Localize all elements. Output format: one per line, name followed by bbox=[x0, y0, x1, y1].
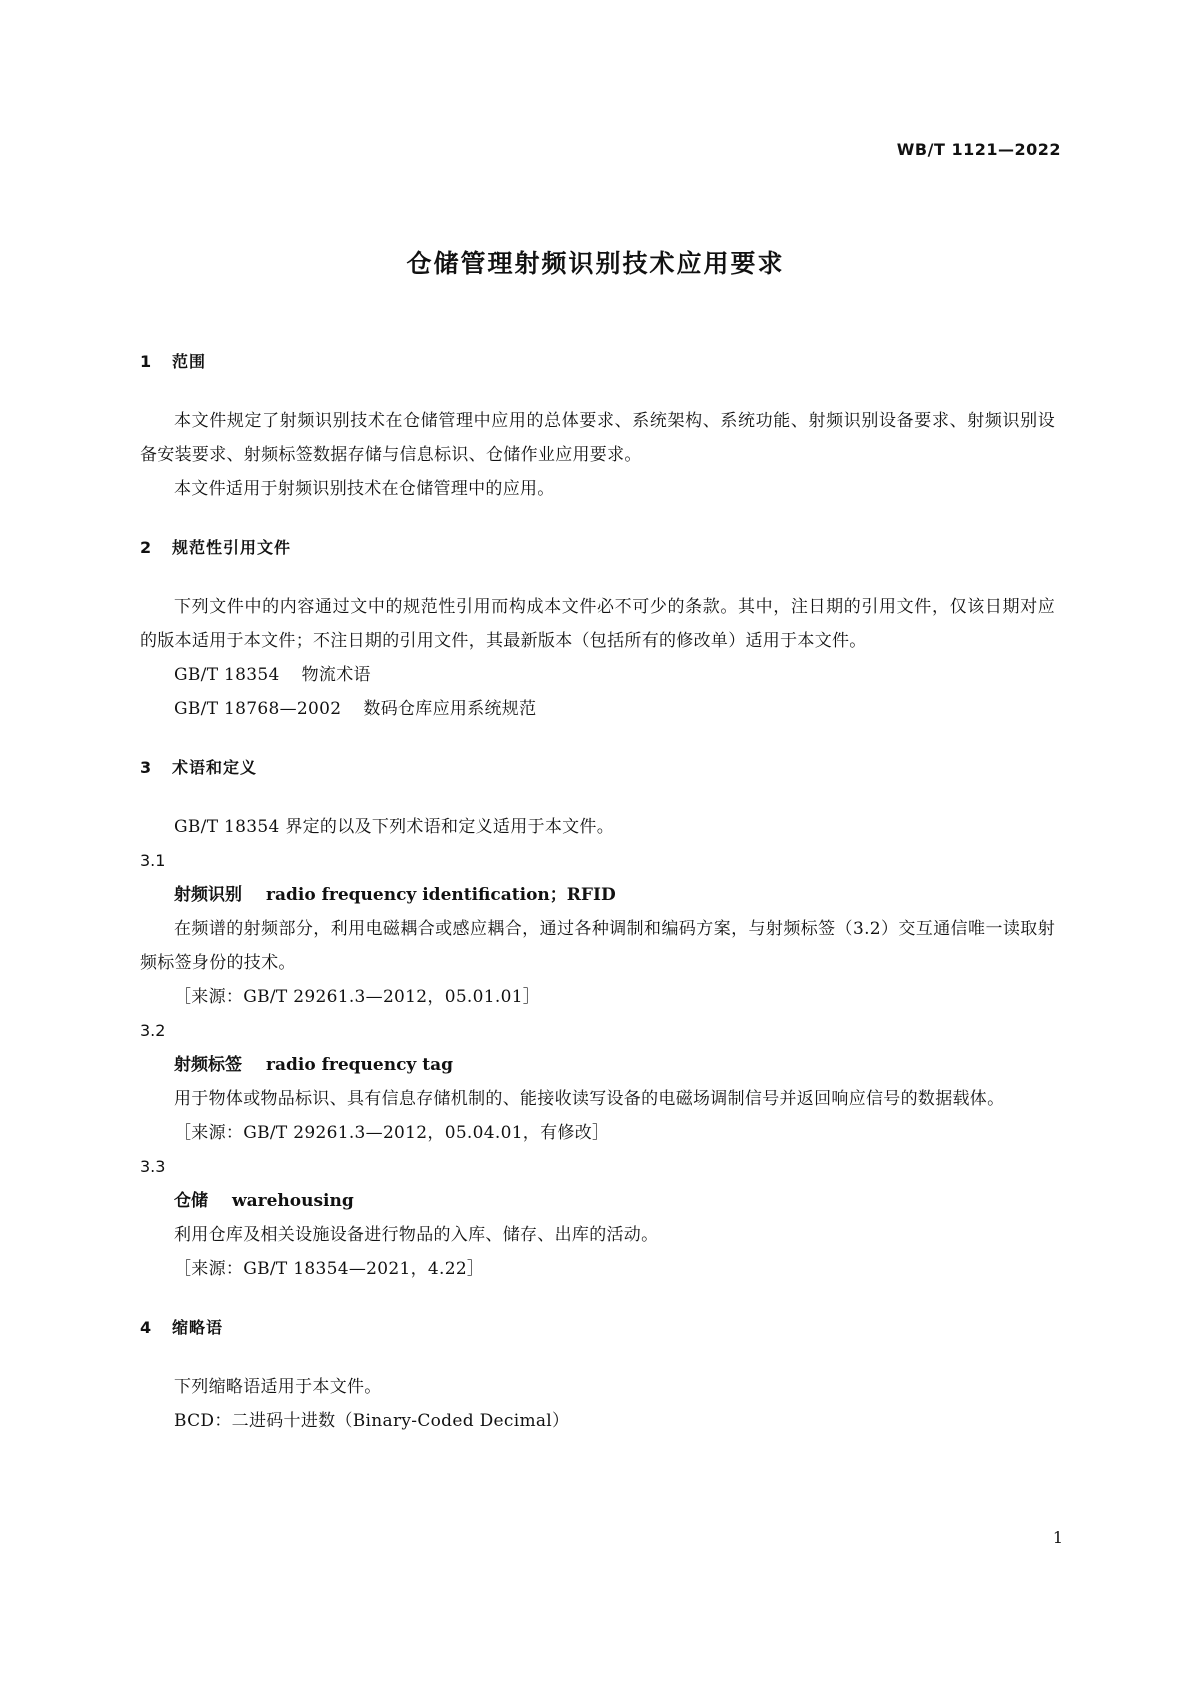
reference-name: 物流术语 bbox=[301, 665, 371, 685]
abbreviation-item: BCD：二进码十进数（Binary-Coded Decimal） bbox=[174, 1411, 570, 1431]
reference-item bbox=[140, 658, 1055, 692]
reference-code: GB/T 18354 bbox=[174, 665, 280, 685]
section-heading-3 bbox=[140, 756, 1055, 780]
section-number: 1 bbox=[140, 352, 153, 371]
paragraph: 下列文件中的内容通过文中的规范性引用而构成本文件必不可少的条款。其中，注日期的引用文件，仅该日期对应的版本适用于本文件；不注日期的引用文件，其最新版本（包括所有的修改单）适用于本文件。 bbox=[140, 597, 1055, 651]
section-heading-4 bbox=[140, 1316, 1055, 1340]
term-name-zh: 射频识别 bbox=[174, 885, 242, 905]
document-body bbox=[140, 350, 1055, 1438]
paragraph: 下列缩略语适用于本文件。 bbox=[174, 1377, 382, 1397]
section-heading-1 bbox=[140, 350, 1055, 374]
term-name bbox=[140, 1048, 1055, 1082]
term-definition: 在频谱的射频部分，利用电磁耦合或感应耦合，通过各种调制和编码方案，与射频标签（3.2）交互通信唯一读取射频标签身份的技术。 bbox=[140, 919, 1055, 973]
term-source: ［来源：GB/T 29261.3—2012，05.04.01，有修改］ bbox=[174, 1123, 610, 1143]
section-heading-2 bbox=[140, 536, 1055, 560]
document-title: 仓储管理射频识别技术应用要求 bbox=[406, 249, 785, 278]
term-number: 3.1 bbox=[140, 851, 166, 870]
section-title: 术语和定义 bbox=[172, 758, 258, 777]
standard-code: WB/T 1121—2022 bbox=[896, 140, 1061, 159]
term-name-en: warehousing bbox=[232, 1191, 354, 1211]
term-name-en: radio frequency identification；RFID bbox=[266, 885, 616, 905]
reference-name: 数码仓库应用系统规范 bbox=[363, 699, 537, 719]
term-name bbox=[140, 1184, 1055, 1218]
term-definition: 利用仓库及相关设施设备进行物品的入库、储存、出库的活动。 bbox=[174, 1225, 659, 1245]
section-title: 规范性引用文件 bbox=[172, 538, 292, 557]
section-title: 范围 bbox=[172, 352, 207, 371]
paragraph: 本文件适用于射频识别技术在仓储管理中的应用。 bbox=[174, 479, 555, 499]
section-number: 2 bbox=[140, 538, 153, 557]
term-name-en: radio frequency tag bbox=[266, 1055, 453, 1075]
reference-code: GB/T 18768—2002 bbox=[174, 699, 342, 719]
term-number: 3.2 bbox=[140, 1021, 166, 1040]
term-source: ［来源：GB/T 29261.3—2012，05.01.01］ bbox=[174, 987, 541, 1007]
paragraph: GB/T 18354 界定的以及下列术语和定义适用于本文件。 bbox=[174, 817, 615, 837]
page-number: 1 bbox=[1052, 1528, 1063, 1547]
term-source: ［来源：GB/T 18354—2021，4.22］ bbox=[174, 1259, 485, 1279]
term-definition: 用于物体或物品标识、具有信息存储机制的、能接收读写设备的电磁场调制信号并返回响应信号的数据载体。 bbox=[174, 1089, 1005, 1109]
term-name-zh: 仓储 bbox=[174, 1191, 208, 1211]
term-number: 3.3 bbox=[140, 1157, 166, 1176]
paragraph: 本文件规定了射频识别技术在仓储管理中应用的总体要求、系统架构、系统功能、射频识别设备要求、射频识别设备安装要求、射频标签数据存储与信息标识、仓储作业应用要求。 bbox=[140, 411, 1055, 465]
section-title: 缩略语 bbox=[172, 1318, 224, 1337]
reference-item bbox=[140, 692, 1055, 726]
section-number: 4 bbox=[140, 1318, 153, 1337]
term-name bbox=[140, 878, 1055, 912]
section-number: 3 bbox=[140, 758, 153, 777]
term-name-zh: 射频标签 bbox=[174, 1055, 242, 1075]
